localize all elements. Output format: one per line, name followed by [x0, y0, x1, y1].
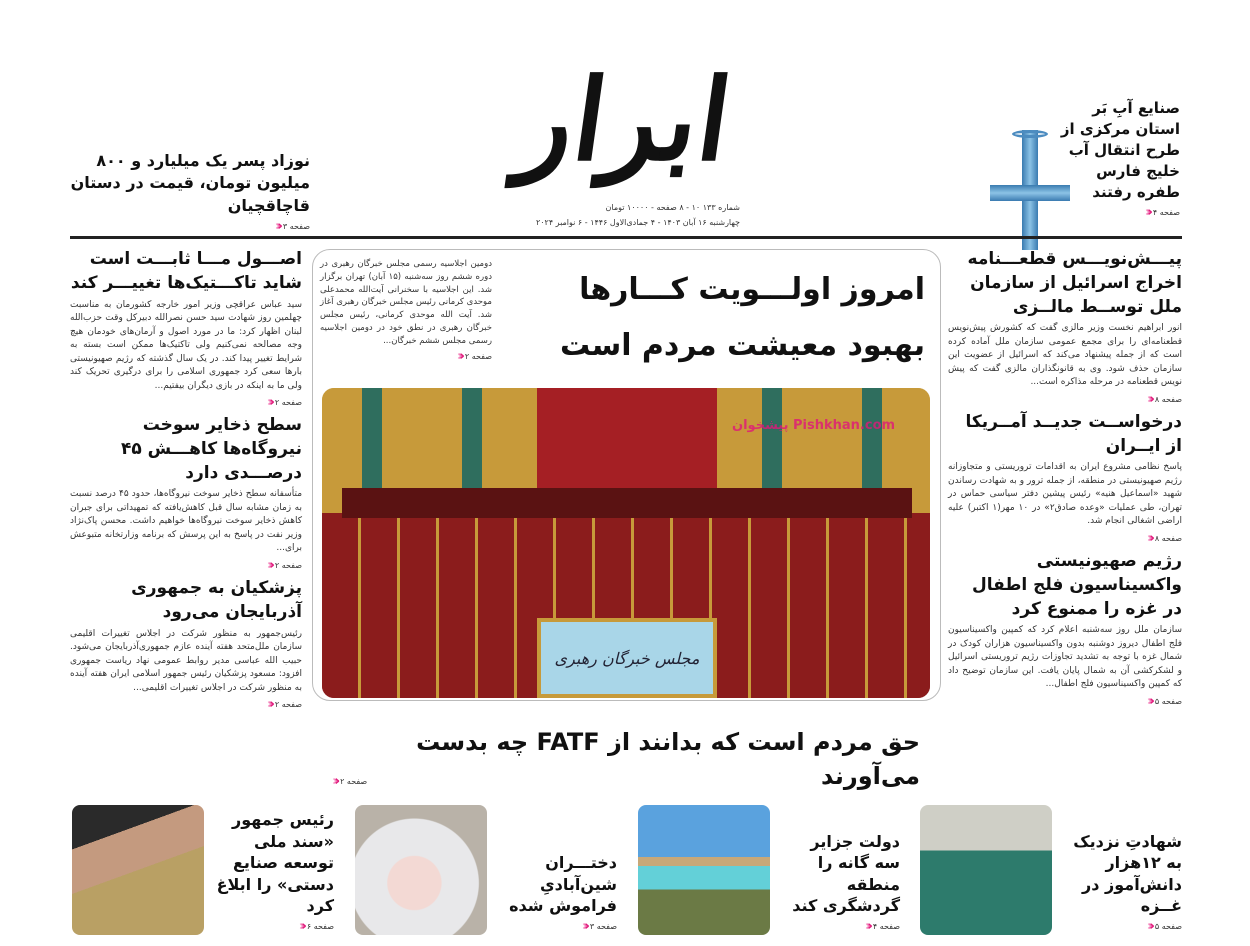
left-column [70, 248, 302, 716]
lead-headline-line-2: بهبود معیشت مردم است [559, 328, 925, 363]
news-item[interactable] [948, 411, 1182, 545]
right-column [948, 248, 1182, 713]
headline: نوزاد پسر یک میلیارد و ۸۰۰ میلیون تومان، قیمت در دستان قاچاقچیان [70, 151, 310, 215]
headline: دختـــران شین‌آبادیِ فراموش شده [509, 853, 617, 916]
page-ref[interactable] [948, 532, 1182, 545]
chevrons-icon: ‹‹‹ [1146, 530, 1151, 546]
headline: درخواســت جدیــد آمــریکا از ایــران [965, 411, 1182, 456]
lead-body: دومین اجلاسیه رسمی مجلس خبرگان رهبری در دوره ششم روز سه‌شنبه (۱۵ آبان) تهران برگزار شد. این اجلاسیه با سخنرانی آیت‌الله محمدعلی موحدی کرمانی رئیس مجلس خبرگان رهبری آغاز شد. آیت الله موحدی کرمانی، رئیس مجلس خبرگان رهبری در نطق خود در دومین اجلاسیه رسمی مجلس ششم خبرگان... [320, 259, 492, 346]
fatf-story[interactable] [330, 726, 920, 793]
page-label: صفحه ۳ [589, 922, 617, 931]
chevrons-icon: ‹‹‹ [266, 697, 271, 713]
news-item[interactable] [70, 248, 302, 409]
page-label: صفحه ۸ [1154, 533, 1182, 543]
page-label: صفحه ۴ [1152, 208, 1180, 217]
news-item[interactable] [948, 550, 1182, 708]
lead-photo-assembly [322, 388, 930, 698]
body: انور ابراهیم نخست وزیر مالزی گفت که کشورش پیش‌نویس قطعنامه‌ای را برای مجمع عمومی سازمان ملل آماده کرده است که از جمله پیشنهاد می‌کند که اسرائیل از عضویت این سازمان حذف شود. وی به قانونگذاران مالزی گفت که پیش نویس قطعنامه در مرحله مذاکره است... [948, 323, 1182, 388]
body: سید عباس عراقچی وزیر امور خارجه کشورمان به مناسبت چهلمین روز شهادت سید حسن نصرالله دبیرکل وقت حزب‌الله لبنان اظهار کرد: ما در مورد اصول و آرمان‌های خودمان هیچ وجه مصالحه نمی‌کنیم ولی تاکتیک‌ها ممکن است بسته به شرایط تغییر پیدا کند. در یک سال گذشته که رژیم صهیونیستی بارها سعی کرد جمهوری اسلامی را برای درگیری تحریک کند ولی ما به اینکه در بازی دیگران بیفتیم... [70, 299, 302, 391]
page-label: صفحه ۶ [306, 922, 334, 931]
headline: اصـــول مـــا ثابـــت است شاید تاکـــتیک‌ها تغییـــر کند [70, 249, 302, 293]
lead-summary [320, 258, 492, 363]
handicraft-engraving-photo [72, 805, 204, 935]
page-label: صفحه ۸ [1154, 394, 1182, 404]
date-line: چهارشنبه ۱۶ آبان ۱۴۰۳ - ۴ جمادی‌الاول ۱۴۴۶ - ۶ نوامبر ۲۰۲۴ [535, 218, 740, 227]
news-item[interactable] [70, 414, 302, 572]
body: متأسفانه سطح ذخایر سوخت نیروگاه‌ها، حدود ۴۵ درصد نسبت به زمان مشابه سال قبل کاهش‌یافته که تمهیداتی برای جبران کاهش ذخایر سوخت نیروگاه‌ها خواهیم داشت. محسن پاک‌نژاد وزیر نفت در پاسخ به این پرسش که برنامه وزارتخانه متبوعش برای... [70, 489, 303, 554]
headline: پیـــش‌نویـــس قطعـــنامه اخراج اسرائیل از سازمان ملل توســط مالــزی [967, 249, 1182, 317]
body: رئیس‌جمهور به منظور شرکت در اجلاس تغییرات اقلیمی سازمان ملل‌متحد هفته آینده عازم جمهوری‌آذربایجان می‌شود. حبیب الله عباسی مدیر روابط عمومی نهاد ریاست جمهوری افزود: مسعود پزشکیان رئیس جمهور اسلامی ایران هفته آینده به منظور شرکت در اجلاس تغییرات اقلیمی... [70, 628, 302, 693]
page-label: صفحه ۲ [274, 398, 302, 408]
chevrons-icon: ‹‹‹ [1146, 391, 1151, 407]
chevrons-icon: ‹‹‹ [266, 557, 271, 573]
page-ref[interactable] [320, 350, 492, 363]
page-ref[interactable] [499, 920, 617, 933]
page-ref[interactable] [1064, 920, 1182, 933]
chevrons-icon: ‹‹‹ [298, 919, 303, 934]
page-label: صفحه ۲ [274, 700, 302, 710]
headline: حق مردم است که بدانند از FATF چه بدست می‌آورند [416, 728, 920, 790]
page-label: صفحه ۲ [340, 777, 368, 786]
headline: رژیم صهیونیستی واکسیناسیون فلج اطفال در غزه را ممنوع کرد [971, 550, 1182, 619]
chevrons-icon: ‹‹‹ [332, 774, 337, 789]
page-ref[interactable] [216, 920, 334, 933]
top-right-story[interactable] [1000, 98, 1180, 219]
page-ref[interactable] [70, 559, 302, 572]
page-label: صفحه ۴ [872, 922, 900, 931]
chevrons-icon: ‹‹‹ [864, 919, 869, 934]
page-ref[interactable] [948, 393, 1182, 406]
headline: صنایع آبِ بَر استان مرکزی از طرح انتقال آب خلیج فارس طفره رفتند [1060, 99, 1180, 201]
body: سازمان ملل روز سه‌شنبه اعلام کرد که کمپین واکسیناسیون فلج اطفال دیروز دوشنبه بدون واکسیناسیون هزاران کودک در شمال غزه با توجه به تشدید تجاوزات رژیم تروریستی اسرائیل و لشکرکشی آن به شمال پایان یافت. این سازمان توضیح داد که کمپین واکسیناسیون فلج اطفال... [948, 625, 1182, 690]
body: پاسخ نظامی مشروع ایران به اقدامات تروریستی و متجاوزانه رژیم صهیونیستی در منطقه، از جمله ترور و به شهادت رساندن شهید «اسماعیل هنیه» رئیس پیشین دفتر سیاسی حماس در تهران، طی عملیات «وعده صادق۲» در ۱۰ مهر(۱ اکتبر) علیه اراضی اشغالی انجام شد. [948, 462, 1182, 527]
page-ref[interactable] [332, 772, 367, 788]
gaza-classroom-photo [920, 805, 1052, 935]
page-ref[interactable] [70, 698, 302, 711]
news-item[interactable] [948, 248, 1182, 406]
headline: سطح ذخایر سوخت نیروگاه‌ها کاهـــش ۴۵ درصـــدی دارد [120, 415, 302, 483]
page-label: صفحه ۳ [282, 222, 310, 232]
chevrons-icon: ‹‹‹ [1144, 205, 1149, 220]
island-beach-photo [638, 805, 770, 935]
bottom-story-gaza-students[interactable] [920, 805, 1182, 935]
page-ref[interactable] [1000, 206, 1180, 219]
headline: شهادتِ نزدیک به ۱۲هزار دانش‌آموز در غــزه [1073, 831, 1182, 916]
chevrons-icon: ‹‹‹ [1146, 693, 1151, 709]
lead-headline-line-1: امروز اولـــویت کـــارها [579, 272, 925, 307]
chevrons-icon: ‹‹‹ [274, 219, 279, 235]
masthead-divider [70, 236, 1182, 239]
newspaper-logo: ابرار [511, 55, 739, 186]
page-ref[interactable] [70, 220, 310, 233]
page-ref[interactable] [70, 396, 302, 409]
page-label: صفحه ۵ [1154, 922, 1182, 931]
lead-headline[interactable] [500, 262, 925, 374]
page-ref[interactable] [948, 695, 1182, 708]
news-item[interactable] [70, 577, 302, 711]
chevrons-icon: ‹‹‹ [266, 395, 271, 411]
chevrons-icon: ‹‹‹ [1146, 919, 1151, 934]
headline: رئیس جمهور «سند ملی توسعه صنایع دستی» را ابلاغ کرد [216, 810, 334, 916]
watermark: پیشخوان Pishkhan.com [732, 418, 896, 433]
chevrons-icon: ‹‹‹ [456, 349, 461, 365]
page-label: صفحه ۲ [274, 560, 302, 570]
bottom-story-shinabad[interactable] [355, 805, 617, 935]
page-label: صفحه ۵ [1154, 696, 1182, 706]
headline: پزشکیان به جمهوری آذربایجان می‌رود [131, 577, 302, 622]
bottom-story-handicrafts[interactable] [72, 805, 334, 935]
page-label: صفحه ۲ [464, 352, 492, 362]
photo-banner: مجلس خبرگان رهبری [537, 618, 717, 698]
page-ref[interactable] [782, 920, 900, 933]
issue-line: شماره ۱۳۳ ۱۰ - ۸ صفحه - ۱۰۰۰۰ تومان [605, 203, 740, 212]
chevrons-icon: ‹‹‹ [581, 919, 586, 934]
top-left-story[interactable] [70, 150, 310, 233]
headline: دولت جزایر سه گانه را منطقه گردشگری کند [792, 831, 900, 916]
bottom-story-islands[interactable] [638, 805, 900, 935]
shinabad-girls-photo [355, 805, 487, 935]
